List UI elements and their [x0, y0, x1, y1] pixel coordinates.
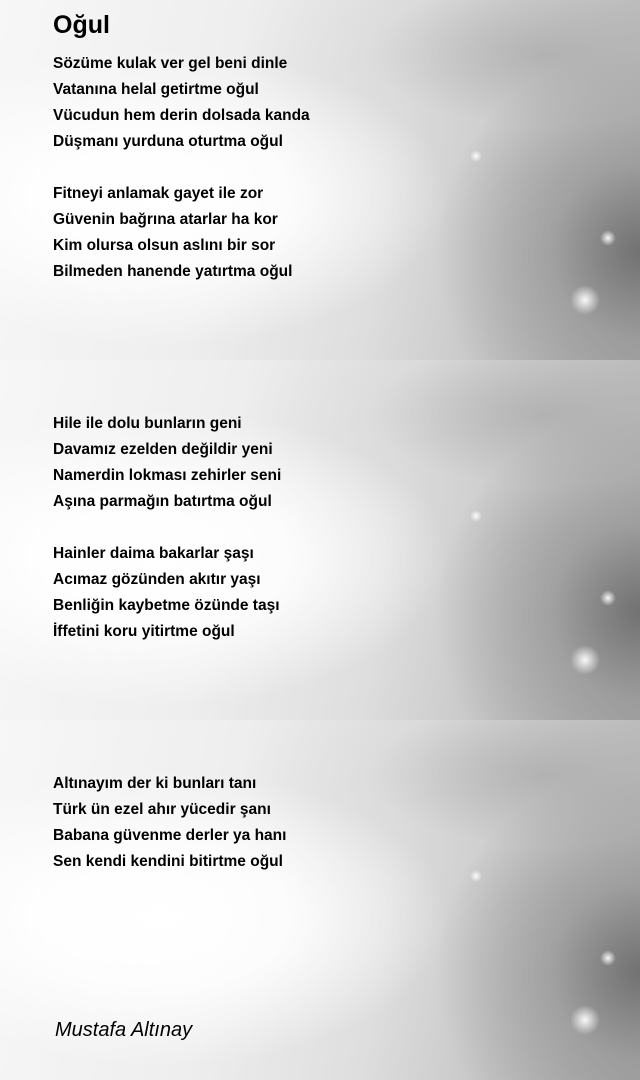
stanza-1 — [53, 51, 310, 155]
sparkle-decoration — [570, 1005, 600, 1035]
poem-line: Namerdin lokması zehirler seni — [53, 467, 282, 484]
sparkle-decoration — [600, 950, 616, 966]
poem-line: Düşmanı yurduna oturtma oğul — [53, 133, 283, 150]
poem-line: Vücudun hem derin dolsada kanda — [53, 107, 310, 124]
poem-line: Sözüme kulak ver gel beni dinle — [53, 55, 288, 72]
poem-line: Acımaz gözünden akıtır yaşı — [53, 571, 261, 588]
poem-line: Bilmeden hanende yatırtma oğul — [53, 263, 293, 280]
sparkle-decoration — [470, 510, 482, 522]
sparkle-decoration — [570, 285, 600, 315]
poem-author: Mustafa Altınay — [55, 1019, 193, 1041]
sparkle-decoration — [470, 870, 482, 882]
poem-line: İffetini koru yitirtme oğul — [53, 623, 235, 640]
poem-line: Fitneyi anlamak gayet ile zor — [53, 185, 264, 202]
sparkle-decoration — [600, 230, 616, 246]
poem-line: Davamız ezelden değildir yeni — [53, 441, 273, 458]
stanza-2 — [53, 181, 292, 285]
stanza-3 — [53, 411, 281, 515]
poem-panel-1 — [0, 0, 640, 360]
poem-line: Sen kendi kendini bitirtme oğul — [53, 853, 283, 870]
poem-line: Güvenin bağrına atarlar ha kor — [53, 211, 278, 228]
poem-line: Hainler daima bakarlar şaşı — [53, 545, 254, 562]
sparkle-decoration — [570, 645, 600, 675]
poem-line: Altınayım der ki bunları tanı — [53, 775, 257, 792]
poem-line: Aşına parmağın batırtma oğul — [53, 493, 272, 510]
sparkle-decoration — [600, 590, 616, 606]
poem-line: Hile ile dolu bunların geni — [53, 415, 242, 432]
stanza-4 — [53, 541, 280, 645]
poem-line: Benliğin kaybetme özünde taşı — [53, 597, 280, 614]
sparkle-decoration — [470, 150, 482, 162]
poem-panel-2 — [0, 360, 640, 720]
poem-line: Kim olursa olsun aslını bir sor — [53, 237, 276, 254]
stanza-5 — [53, 771, 286, 875]
poem-line: Vatanına helal getirtme oğul — [53, 81, 259, 98]
poem-panel-3 — [0, 720, 640, 1080]
poem-line: Türk ün ezel ahır yücedir şanı — [53, 801, 271, 818]
poem-line: Babana güvenme derler ya hanı — [53, 827, 287, 844]
poem-title: Oğul — [53, 11, 110, 39]
